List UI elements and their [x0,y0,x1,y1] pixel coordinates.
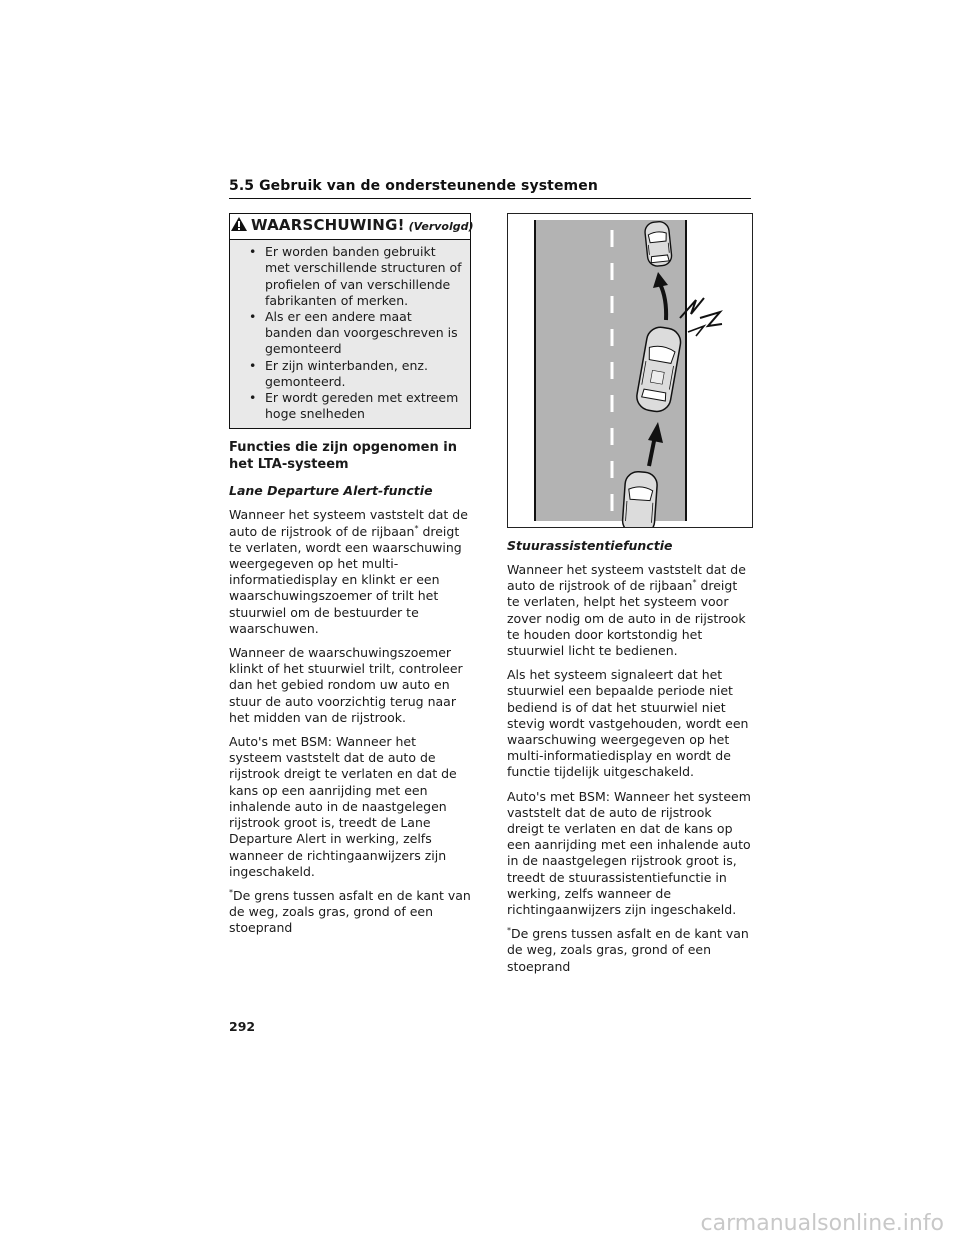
left-column [229,213,474,945]
page-number: 292 [229,1019,256,1034]
warning-list [230,244,470,422]
lane-departure-illustration [507,213,753,528]
steering-assist-heading: Stuurassistentiefunctie [507,538,673,553]
car-bottom [622,471,658,527]
watermark[interactable]: carmanualsonline.info [700,1211,944,1236]
lane-departure-alert-heading: Lane Departure Alert-functie [229,483,433,499]
warning-box [229,213,474,429]
warning-item: • Er worden banden gebruikt met verschillende structuren of profielen of van verschillende fabrikanten of merken. [249,244,462,308]
car-top [644,221,672,267]
lda-paragraph-3: Auto's met BSM: Wanneer het systeem vaststelt dat de auto de rijstrook dreigt te verlaten en dat de kans op een aanrijding met een inhalende auto in de naastgelegen rijstrook groot is, treedt de Lane Departure Alert in werking, zelfs wanneer de richtingaanwijzers zijn ingeschakeld. [229,734,457,879]
sa-paragraph-3: Auto's met BSM: Wanneer het systeem vaststelt dat de auto de rijstrook dreigt te verlaten en dat de kans op een aanrijding met een inhalende auto in de naastgelegen rijstrook groot is, treedt de stuurassistentiefunctie in werking, zelfs wanneer de richtingaanwijzers zijn ingeschakeld. [507,788,751,918]
sa-footnote: *De grens tussen asfalt en de kant van de weg, zoals gras, grond of een stoeprand [507,926,749,974]
warning-triangle-icon [230,216,248,236]
warning-title: WAARSCHUWING! [251,216,405,234]
right-column [507,538,752,983]
warning-item: • Als er een andere maat banden dan voorgeschreven is gemonteerd [249,309,458,357]
lta-functions-heading: Functies die zijn opgenomen in het LTA-systeem [229,440,457,473]
sa-paragraph-2: Als het systeem signaleert dat het stuurwiel een bepaalde periode niet bediend is of dat het stuurwiel niet stevig wordt vastgehouden, wordt een waarschuwing weergegeven op het multi-informatiedisplay en wordt de functie tijdelijk uitgeschakeld. [507,667,749,780]
warning-item: • Er zijn winterbanden, enz. gemonteerd. [249,357,428,389]
section-header: 5.5 Gebruik van de ondersteunende systemen [229,178,751,199]
sa-paragraph-1: Wanneer het systeem vaststelt dat de auto de rijstrook of de rijbaan* dreigt te verlaten, helpt het systeem voor zover nodig om de auto in de rijstrook te houden door kortstondig het stuurwiel licht te bedienen. [507,562,746,659]
lda-footnote: *De grens tussen asfalt en de kant van de weg, zoals gras, grond of een stoeprand [229,887,471,936]
warning-continued: (Vervolgd) [408,220,474,233]
warning-header [230,214,474,240]
warning-item: • Er wordt gereden met extreem hoge snelheden [249,390,459,422]
lda-paragraph-2: Wanneer de waarschuwingszoemer klinkt of het stuurwiel trilt, controleer dan het gebied rondom uw auto en stuur de auto voorzichtig terug naar het midden van de rijstrook. [229,645,463,725]
lda-paragraph-1: Wanneer het systeem vaststelt dat de auto de rijstrook of de rijbaan* dreigt te verlaten, wordt een waarschuwing weergegeven op het multi-informatiedisplay en klinkt er een waarschuwingszoemer of trilt het stuurwiel om de bestuurder te waarschuwen. [229,507,468,636]
